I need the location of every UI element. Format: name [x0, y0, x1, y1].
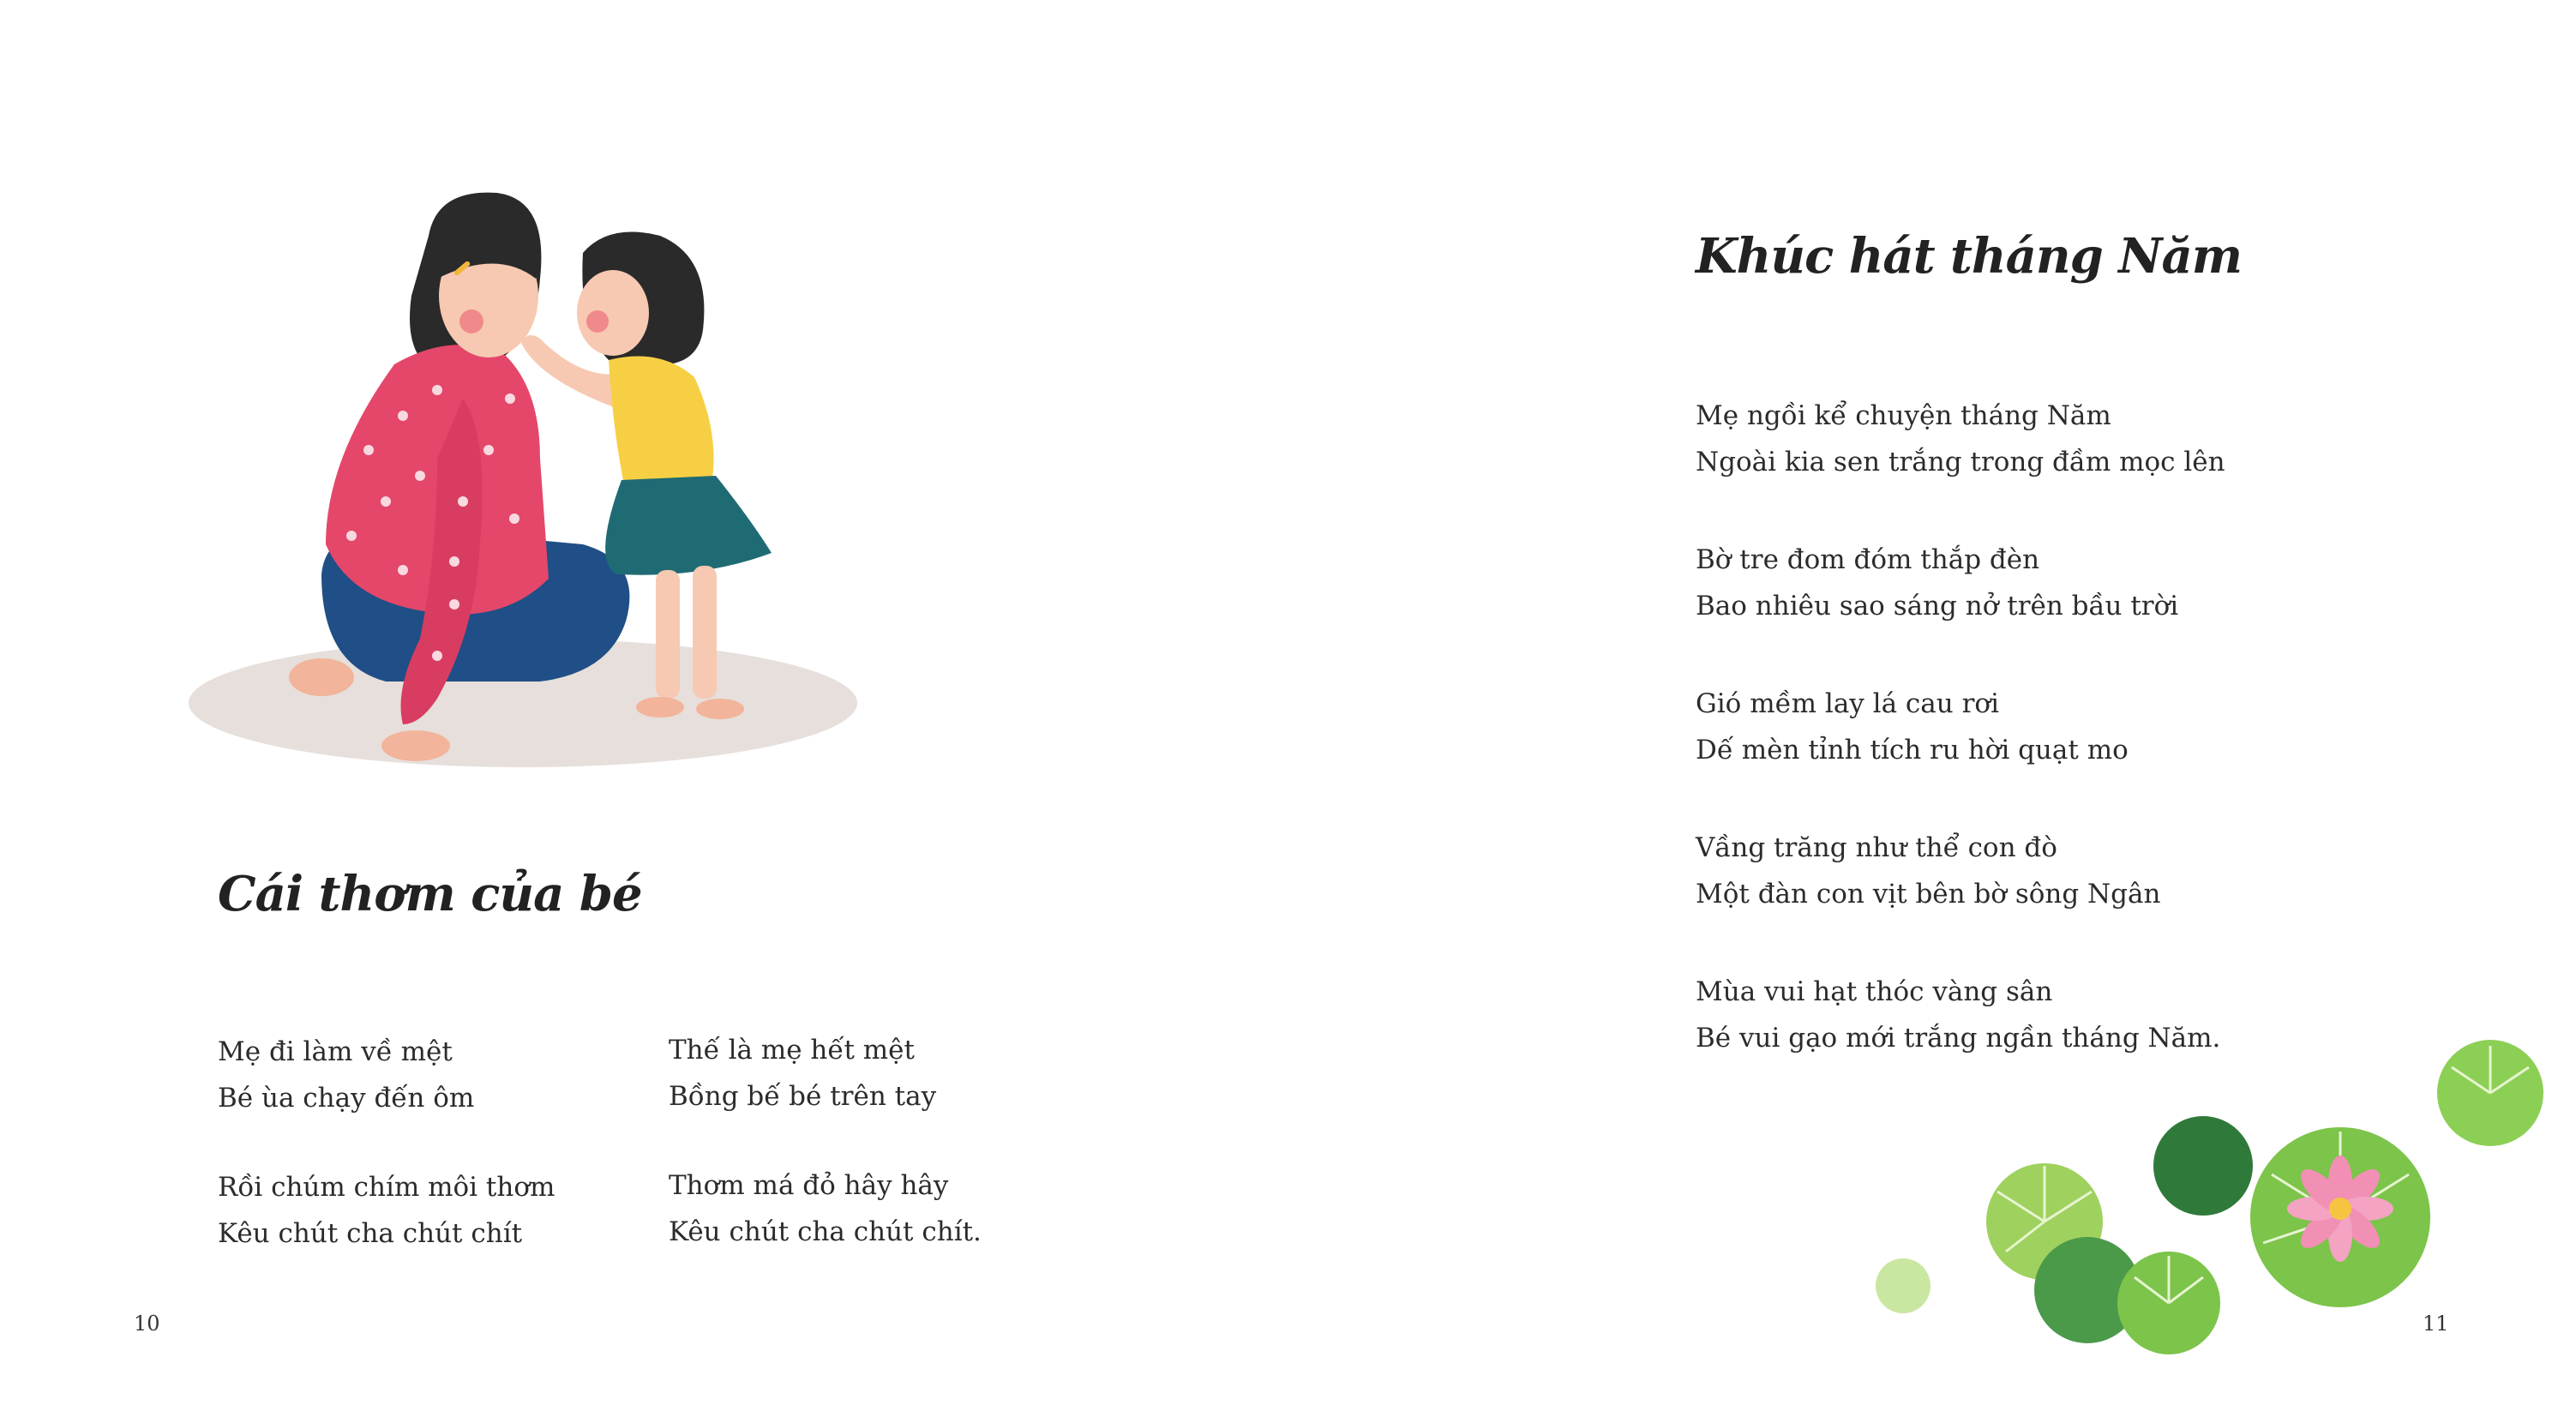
poem-line: Bao nhiêu sao sáng nở trên bầu trời — [1696, 591, 2179, 621]
stanza — [218, 1029, 555, 1121]
poem-line: Bé ùa chạy đến ôm — [218, 1083, 475, 1114]
poem-line: Rồi chúm chím môi thơm — [218, 1172, 555, 1203]
stanza — [1696, 681, 2225, 773]
child-shirt — [609, 357, 714, 494]
poem-column-2 — [669, 1027, 982, 1255]
page-number-left: 10 — [134, 1312, 160, 1336]
stanza — [669, 1162, 982, 1255]
poem-line: Bé vui gạo mới trắng ngần tháng Năm. — [1696, 1023, 2221, 1054]
stanza — [1696, 825, 2225, 917]
mother-cheek — [459, 309, 483, 333]
poem-line: Vầng trăng như thể con đò — [1696, 832, 2057, 863]
child-cheek — [586, 310, 609, 333]
child-foot-right — [696, 699, 744, 719]
poem-title-left: Cái thơm của bé — [218, 866, 642, 922]
lotus-pad — [2153, 1116, 2253, 1216]
child-face — [577, 270, 649, 356]
poem-title-right: Khúc hát tháng Năm — [1696, 228, 2243, 285]
poem-line: Mẹ ngồi kể chuyện tháng Năm — [1696, 400, 2111, 431]
mother-hand — [381, 730, 450, 761]
poem-line: Kêu chút cha chút chít. — [669, 1216, 982, 1247]
child-foot-left — [636, 697, 684, 718]
poem-line: Ngoài kia sen trắng trong đầm mọc lên — [1696, 447, 2225, 477]
poem-line: Mùa vui hạt thóc vàng sân — [1696, 976, 2053, 1007]
lotus-flower — [2287, 1156, 2393, 1262]
stanza — [1696, 537, 2225, 629]
poem-body-right — [1696, 393, 2225, 1061]
lotus-pads-illustration — [1860, 1029, 2563, 1372]
poem-line: Bờ tre đom đóm thắp đèn — [1696, 544, 2040, 575]
mother-child-kiss-illustration — [180, 176, 866, 776]
page-number-right: 11 — [2423, 1312, 2449, 1336]
poem-line: Thơm má đỏ hây hây — [669, 1170, 949, 1201]
stanza — [1696, 393, 2225, 485]
poem-line: Gió mềm lay lá cau rơi — [1696, 688, 1999, 719]
stanza — [669, 1027, 982, 1120]
poem-line: Bồng bế bé trên tay — [669, 1081, 937, 1112]
poem-line: Kêu chút cha chút chít — [218, 1218, 523, 1249]
poem-line: Một đàn con vịt bên bờ sông Ngân — [1696, 879, 2161, 910]
mother-foot — [289, 658, 354, 696]
poem-line: Thế là mẹ hết mệt — [669, 1035, 915, 1066]
poem-column-1 — [218, 1029, 555, 1257]
child-leg-right — [693, 566, 717, 699]
poem-line: Mẹ đi làm về mệt — [218, 1036, 453, 1067]
poem-line: Dế mèn tỉnh tích ru hời quạt mo — [1696, 735, 2129, 766]
lotus-pad — [1876, 1258, 1930, 1313]
stanza — [218, 1164, 555, 1257]
child-leg-left — [656, 570, 680, 699]
child-skirt — [605, 476, 772, 575]
